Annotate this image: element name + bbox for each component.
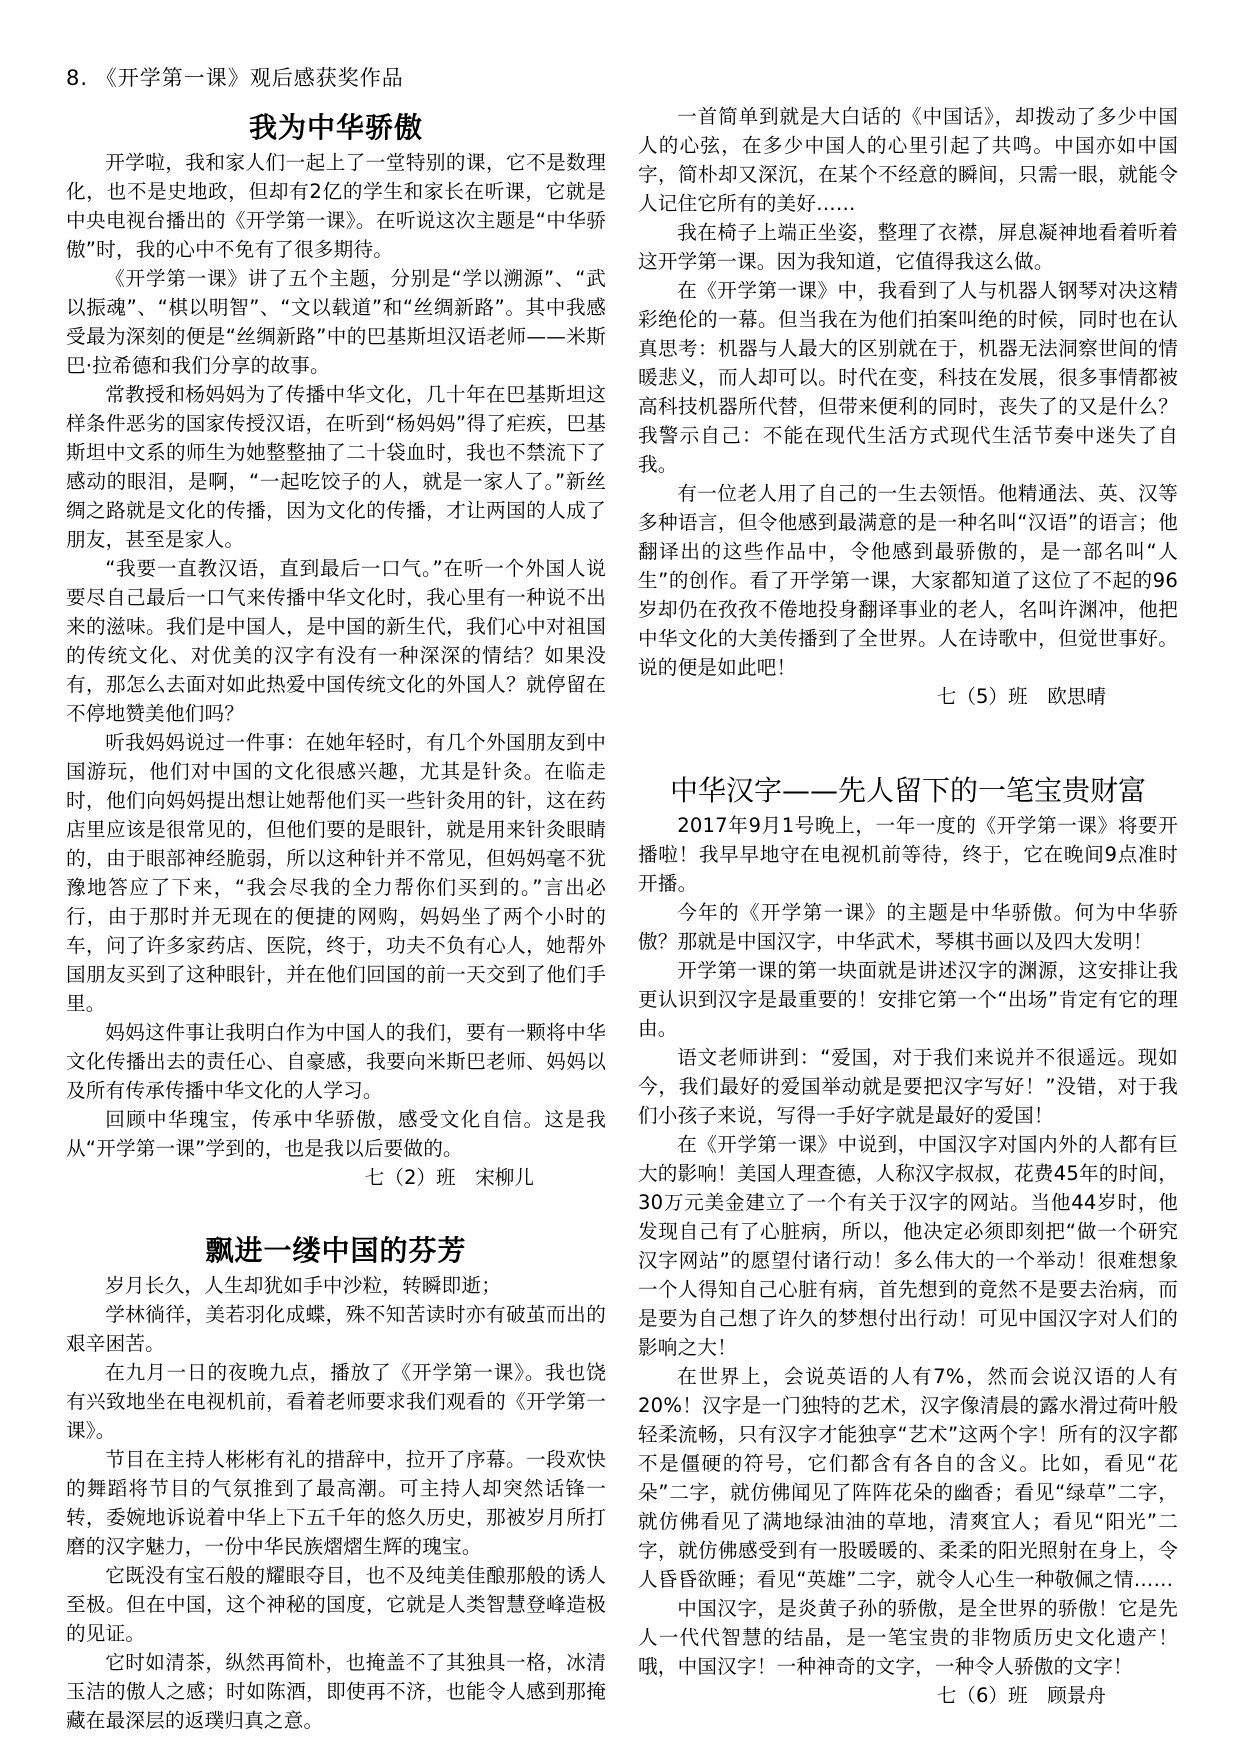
paragraph: 中国汉字，是炎黄子孙的骄傲，是全世界的骄傲！它是先人一代代智慧的结晶，是一笔宝贵的非物质历史文化遗产！哦，中国汉字！一种神奇的文字，一种令人骄傲的文字！ xyxy=(638,1597,1178,1678)
right-column xyxy=(638,102,1178,1710)
page-header: 8. 《开学第一课》观后感获奖作品 xyxy=(66,66,404,90)
article-2-continued xyxy=(638,102,1178,711)
paragraph: 开学啦，我和家人们一起上了一堂特别的课，它不是数理化，也不是史地政，但却有2亿的学生和家长在听课，它就是中央电视台播出的《开学第一课》。在听说这次主题是“中华骄傲”时，我的心中不免有了很多期待。 xyxy=(66,151,606,261)
paragraph: 今年的《开学第一课》的主题是中华骄傲。何为中华骄傲？那就是中国汉字，中华武术，琴棋书画以及四大发明！ xyxy=(638,901,1178,953)
paragraph: 我在椅子上端正坐姿，整理了衣襟，屏息凝神地看着听着这开学第一课。因为我知道，它值得我这么做。 xyxy=(638,221,1178,273)
left-column xyxy=(66,108,606,1735)
paragraph: 在《开学第一课》中说到，中国汉字对国内外的人都有巨大的影响！美国人理查德，人称汉字叔叔，花费45年的时间，30万元美金建立了一个有关于汉字的网站。当他44岁时，他发现自己有了心脏病，所以，他决定必须即刻把“做一个研究汉字网站”的愿望付诸行动！多么伟大的一个举动！很难想象一个人得知自己心脏有病，首先想到的竟然不是要去治病，而是要为自己想了许久的梦想付出行动！可见中国汉字对人们的影响之大！ xyxy=(638,1133,1178,1359)
paragraph: 有一位老人用了自己的一生去领悟。他精通法、英、汉等多种语言，但令他感到最满意的是一种名叫“汉语”的语言；他翻译出的这些作品中，令他感到最骄傲的，是一部名叫“人生”的创作。看了开学第一课，大家都知道了这位了不起的96岁却仍在孜孜不倦地投身翻译事业的老人，名叫许渊冲，他把中华文化的大美传播到了全世界。人在诗歌中，但觉世事好。说的便是如此吧！ xyxy=(638,482,1178,679)
paragraph: 《开学第一课》讲了五个主题，分别是“学以溯源”、“武以振魂”、“棋以明智”、“文以载道”和“丝绸新路”。其中我感受最为深刻的便是“丝绸新路”中的巴基斯坦汉语老师——米斯巴·拉希德和我们分享的故事。 xyxy=(66,267,606,377)
article-2 xyxy=(66,1231,606,1735)
article-title: 我为中华骄傲 xyxy=(248,111,423,144)
paragraph: “我要一直教汉语，直到最后一口气。”在听一个外国人说要尽自己最后一口气来传播中华文化时，我心里有一种说不出来的滋味。我们是中国人，是中国的新生代，我们心中对祖国的传统文化、对优美的汉字有没有一种深深的情结？如果没有，那怎么去面对如此热爱中国传统文化的外国人？就停留在不停地赞美他们吗？ xyxy=(66,557,606,725)
paragraph: 它时如清茶，纵然再简朴，也掩盖不了其独具一格，冰清玉洁的傲人之感；时如陈酒，即使再不济，也能令人感到那掩藏在最深层的返璞归真之意。 xyxy=(66,1651,606,1732)
author-signature: 七（6）班 顾景舟 xyxy=(936,1684,1106,1707)
paragraph: 常教授和杨妈妈为了传播中华文化，几十年在巴基斯坦这样条件恶劣的国家传授汉语，在听到“杨妈妈”得了疟疾，巴基斯坦中文系的师生为她整整抽了二十袋血时，我也不禁流下了感动的眼泪，是啊，“一起吃饺子的人，就是一家人了。”新丝绸之路就是文化的传播，因为文化的传播，才让两国的人成了朋友，甚至是家人。 xyxy=(66,383,606,551)
paragraph: 它既没有宝石般的耀眼夺目，也不及纯美佳酿那般的诱人至极。但在中国，这个神秘的国度，它就是人类智慧登峰造极的见证。 xyxy=(66,1564,606,1645)
paragraph: 2017年9月1号晚上，一年一度的《开学第一课》将要开播啦！我早早地守在电视机前等待，终于，它在晚间9点准时开播。 xyxy=(638,814,1178,895)
article-title: 中华汉字——先人留下的一笔宝贵财富 xyxy=(669,774,1146,807)
paragraph: 一首简单到就是大白话的《中国话》，却拨动了多少中国人的心弦，在多少中国人的心里引起了共鸣。中国亦如中国字，简朴却又深沉，在某个不经意的瞬间，只需一眼，就能令人记住它所有的美好…… xyxy=(638,105,1178,215)
paragraph: 听我妈妈说过一件事：在她年轻时，有几个外国朋友到中国游玩，他们对中国的文化很感兴趣，尤其是针灸。在临走时，他们向妈妈提出想让她帮他们买一些针灸用的针，这在药店里应该是很常见的，但他们要的是眼针，就是用来针灸眼睛的，由于眼部神经脆弱，所以这种针并不常见，但妈妈毫不犹豫地答应了下来，“我会尽我的全力帮你们买到的。”言出必行，由于那时并无现在的便捷的网购，妈妈坐了两个小时的车，问了许多家药店、医院，终于，功夫不负有心人，她帮外国朋友买到了这种眼针，并在他们回国的前一天交到了他们手里。 xyxy=(66,731,606,1015)
paragraph: 在世界上，会说英语的人有7%，然而会说汉语的人有20%！汉字是一门独特的艺术，汉字像清晨的露水滑过荷叶般轻柔流畅，只有汉字才能独享“艺术”这两个字！所有的汉字都不是僵硬的符号，它们都含有各自的含义。比如，看见“花朵”二字，就仿佛闻见了阵阵花朵的幽香；看见“绿草”二字，就仿佛看见了满地绿油油的草地，清爽宜人；看见“阳光”二字，就仿佛感受到有一股暖暖的、柔柔的阳光照射在身上，令人昏昏欲睡；看见“英雄”二字，就令人心生一种敬佩之情…… xyxy=(638,1365,1178,1591)
paragraph: 妈妈这件事让我明白作为中国人的我们，要有一颗将中华文化传播出去的责任心、自豪感，我要向米斯巴老师、妈妈以及所有传承传播中华文化的人学习。 xyxy=(66,1021,606,1102)
author-signature: 七（2）班 宋柳儿 xyxy=(364,1166,534,1189)
article-title: 飘进一缕中国的芬芳 xyxy=(205,1234,467,1267)
paragraph: 语文老师讲到：“爱国，对于我们来说并不很遥远。现如今，我们最好的爱国举动就是要把汉字写好！”没错，对于我们小孩子来说，写得一手好字就是最好的爱国！ xyxy=(638,1046,1178,1127)
paragraph: 在九月一日的夜晚九点，播放了《开学第一课》。我也饶有兴致地坐在电视机前，看着老师要求我们观看的《开学第一课》。 xyxy=(66,1361,606,1442)
article-1 xyxy=(66,108,606,1192)
article-3 xyxy=(638,771,1178,1710)
paragraph: 回顾中华瑰宝，传承中华骄傲，感受文化自信。这是我从“开学第一课”学到的，也是我以后要做的。 xyxy=(66,1108,606,1160)
author-signature: 七（5）班 欧思晴 xyxy=(936,685,1106,708)
paragraph: 开学第一课的第一块面就是讲述汉字的渊源，这安排让我更认识到汉字是最重要的！安排它第一个“出场”肯定有它的理由。 xyxy=(638,959,1178,1040)
paragraph: 在《开学第一课》中，我看到了人与机器人钢琴对决这精彩绝伦的一幕。但当我在为他们拍案叫绝的时候，同时也在认真思考：机器与人最大的区别就在于，机器无法洞察世间的情暖悲义，而人却可以。时代在变，科技在发展，很多事情都被高科技机器所代替，但带来便利的同时，丧失了的又是什么？我警示自己：不能在现代生活方式现代生活节奏中迷失了自我。 xyxy=(638,279,1178,476)
paragraph: 学林徜徉，美若羽化成蝶，殊不知苦读时亦有破茧而出的艰辛困苦。 xyxy=(66,1303,606,1355)
paragraph: 岁月长久，人生却犹如手中沙粒，转瞬即逝； xyxy=(105,1274,502,1297)
paragraph: 节目在主持人彬彬有礼的措辞中，拉开了序幕。一段欢快的舞蹈将节目的气氛推到了最高潮。可主持人却突然话锋一转，委婉地诉说着中华上下五千年的悠久历史，那被岁月所打磨的汉字魅力，一份中华民族熠熠生辉的瑰宝。 xyxy=(66,1448,606,1558)
